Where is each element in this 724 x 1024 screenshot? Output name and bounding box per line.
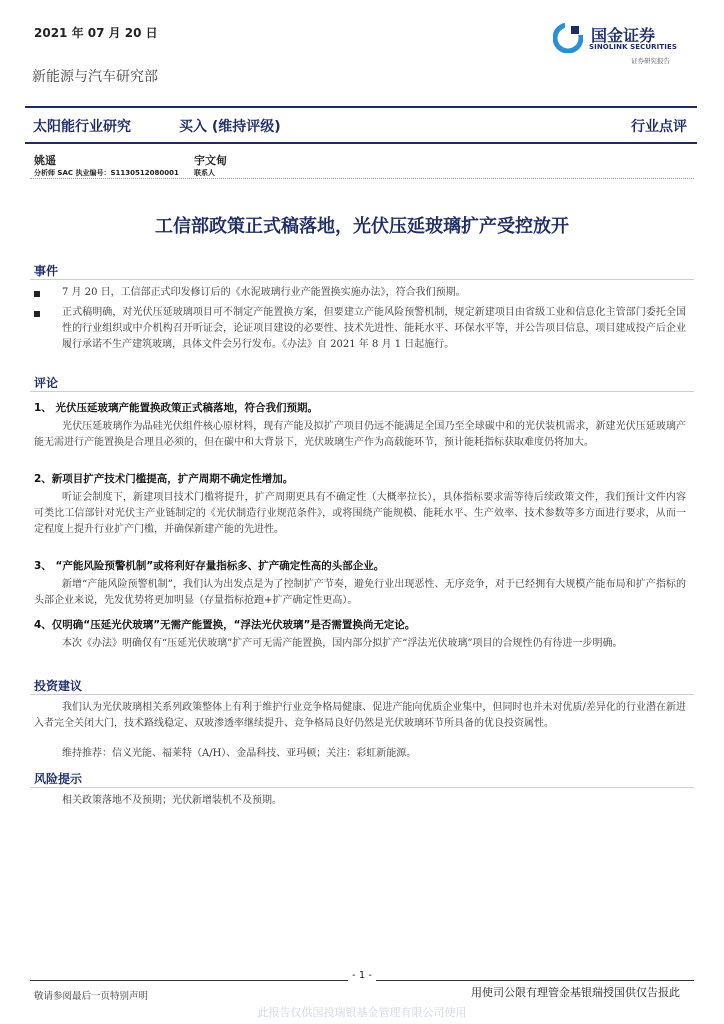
watermark: 此报告仅供国投瑞银基金管理有限公司使用: [257, 1006, 467, 1019]
divider: [30, 787, 694, 788]
page-number-wrap: [0, 970, 724, 981]
report-headline: 工信部政策正式稿落地，光伏压延玻璃扩产受控放开: [155, 216, 569, 237]
logo-subtitle: 证券研究报告: [631, 57, 670, 65]
comment-point-body: 光伏压延玻璃作为晶硅光伏组件核心原材料，现有产能及拟扩产项目仍远不能满足全国乃至全球碳中和的光伏装机需求，新建光伏压延玻璃产能无需进行产能置换是合理且必须的，但在碳中和大背景下，光伏玻璃生产作为高载能环节，预计能耗指标获取难度仍将加大。: [34, 421, 686, 448]
section-title-comment: 评论: [34, 376, 59, 390]
author-credential: 分析师 SAC 执业编号：S1130512080001: [34, 169, 179, 177]
event-bullet: 7 月 20 日，工信部正式印发修订后的《水泥玻璃行业产能置换实施办法》，符合我们预期。: [62, 287, 466, 298]
comment-point-title: 3、 “产能风险预警机制”或将利好存量指标多、扩产确定性高的头部企业。: [34, 560, 385, 572]
comment-point-body: 听证会制度下，新建项目技术门槛将提升，扩产周期更具有不确定性（大概率拉长），具体指标要求需等待后续政策文件，我们预计文件内容可类比工信部针对光伏主产业链制定的《光伏制造行业规范条件》，或将围绕产能规模、能耗水平、生产效率、技术参数等多方面进行要求，从而一定程度上提升行业扩产门槛，并确保新建产能的先进性。: [34, 492, 686, 535]
section-title-event: 事件: [34, 264, 59, 278]
divider: [30, 178, 694, 179]
section-title-invest: 投资建议: [34, 679, 83, 693]
author-credential: 联系人: [194, 169, 215, 177]
event-bullet: 正式稿明确，对光伏压延玻璃项目可不制定产能置换方案，但要建立产能风险预警机制，规定新建项目由省级工业和信息化主管部门委托全国性的行业组织或中介机构召开听证会，论证项目建设的必要性、技术先进性、能耗水平、环保水平等，并公告项目信息，项目建成投产后企业履行承诺不生产建筑玻璃，具体文件会另行发布。《办法》自 2021 年 8 月 1 日起施行。: [62, 307, 686, 350]
page-number: - 1 -: [348, 970, 376, 981]
report-type: 行业点评: [631, 119, 687, 135]
author-name: 宇文甸: [194, 154, 227, 167]
company-logo: [553, 21, 693, 69]
risk-body: 相关政策落地不及预期；光伏新增装机不及预期。: [62, 795, 282, 806]
bullet-icon: [34, 311, 40, 317]
report-date: 2021 年 07 月 20 日: [34, 26, 158, 40]
comment-point-title: 4、仅明确“压延光伏玻璃”无需产能置换，“浮法光伏玻璃”是否需置换尚无定论。: [34, 619, 416, 631]
footer-disclaimer: 敬请参阅最后一页特别声明: [34, 991, 149, 1002]
comment-point-title: 2、新项目扩产技术门槛提高，扩产周期不确定性增加。: [34, 473, 294, 485]
bullet-icon: [34, 291, 40, 297]
logo-english: SINOLINK SECURITIES: [589, 43, 677, 51]
divider: [30, 694, 694, 695]
author-name: 姚遥: [34, 154, 56, 167]
comment-point-body: 新增“产能风险预警机制”，我们认为出发点是为了控制扩产节奏，避免行业出现恶性、无序竞争，对于已经拥有大规模产能布局和扩产指标的头部企业来说，先发优势将更加明显（存量指标抢跑+扩产确定性更高）。: [34, 579, 686, 606]
divider: [30, 391, 694, 392]
footer-usage-note: 用使司公限有理管金基银瑞授国供仅告报此: [471, 986, 680, 999]
logo-mark-icon: [553, 23, 583, 53]
comment-point-title: 1、 光伏压延玻璃产能置换政策正式稿落地，符合我们预期。: [34, 402, 318, 414]
rating-label: 买入 (维持评级): [179, 119, 281, 135]
section-title-risk: 风险提示: [34, 772, 83, 786]
department-name: 新能源与汽车研究部: [32, 69, 158, 85]
invest-recommendation: 维持推荐：信义光能、福莱特（A/H）、金晶科技、亚玛顿；关注：彩虹新能源。: [62, 748, 417, 759]
title-band: [25, 106, 697, 144]
invest-body: 我们认为光伏玻璃相关系列政策整体上有利于维护行业竞争格局健康、促进产能向优质企业集中，但同时也并未对优质/差异化的行业潜在新进入者完全关闭大门，技术路线稳定、双玻渗透率继续提升、竞争格局良好仍然是光伏玻璃环节所具备的优良投资属性。: [34, 702, 686, 729]
industry-title: 太阳能行业研究: [33, 119, 131, 135]
divider: [30, 279, 694, 280]
logo-name: 国金证券: [591, 26, 656, 45]
comment-point-body: 本次《办法》明确仅有“压延光伏玻璃”扩产可无需产能置换，国内部分拟扩产“浮法光伏玻璃”项目的合规性仍有待进一步明确。: [62, 638, 623, 649]
